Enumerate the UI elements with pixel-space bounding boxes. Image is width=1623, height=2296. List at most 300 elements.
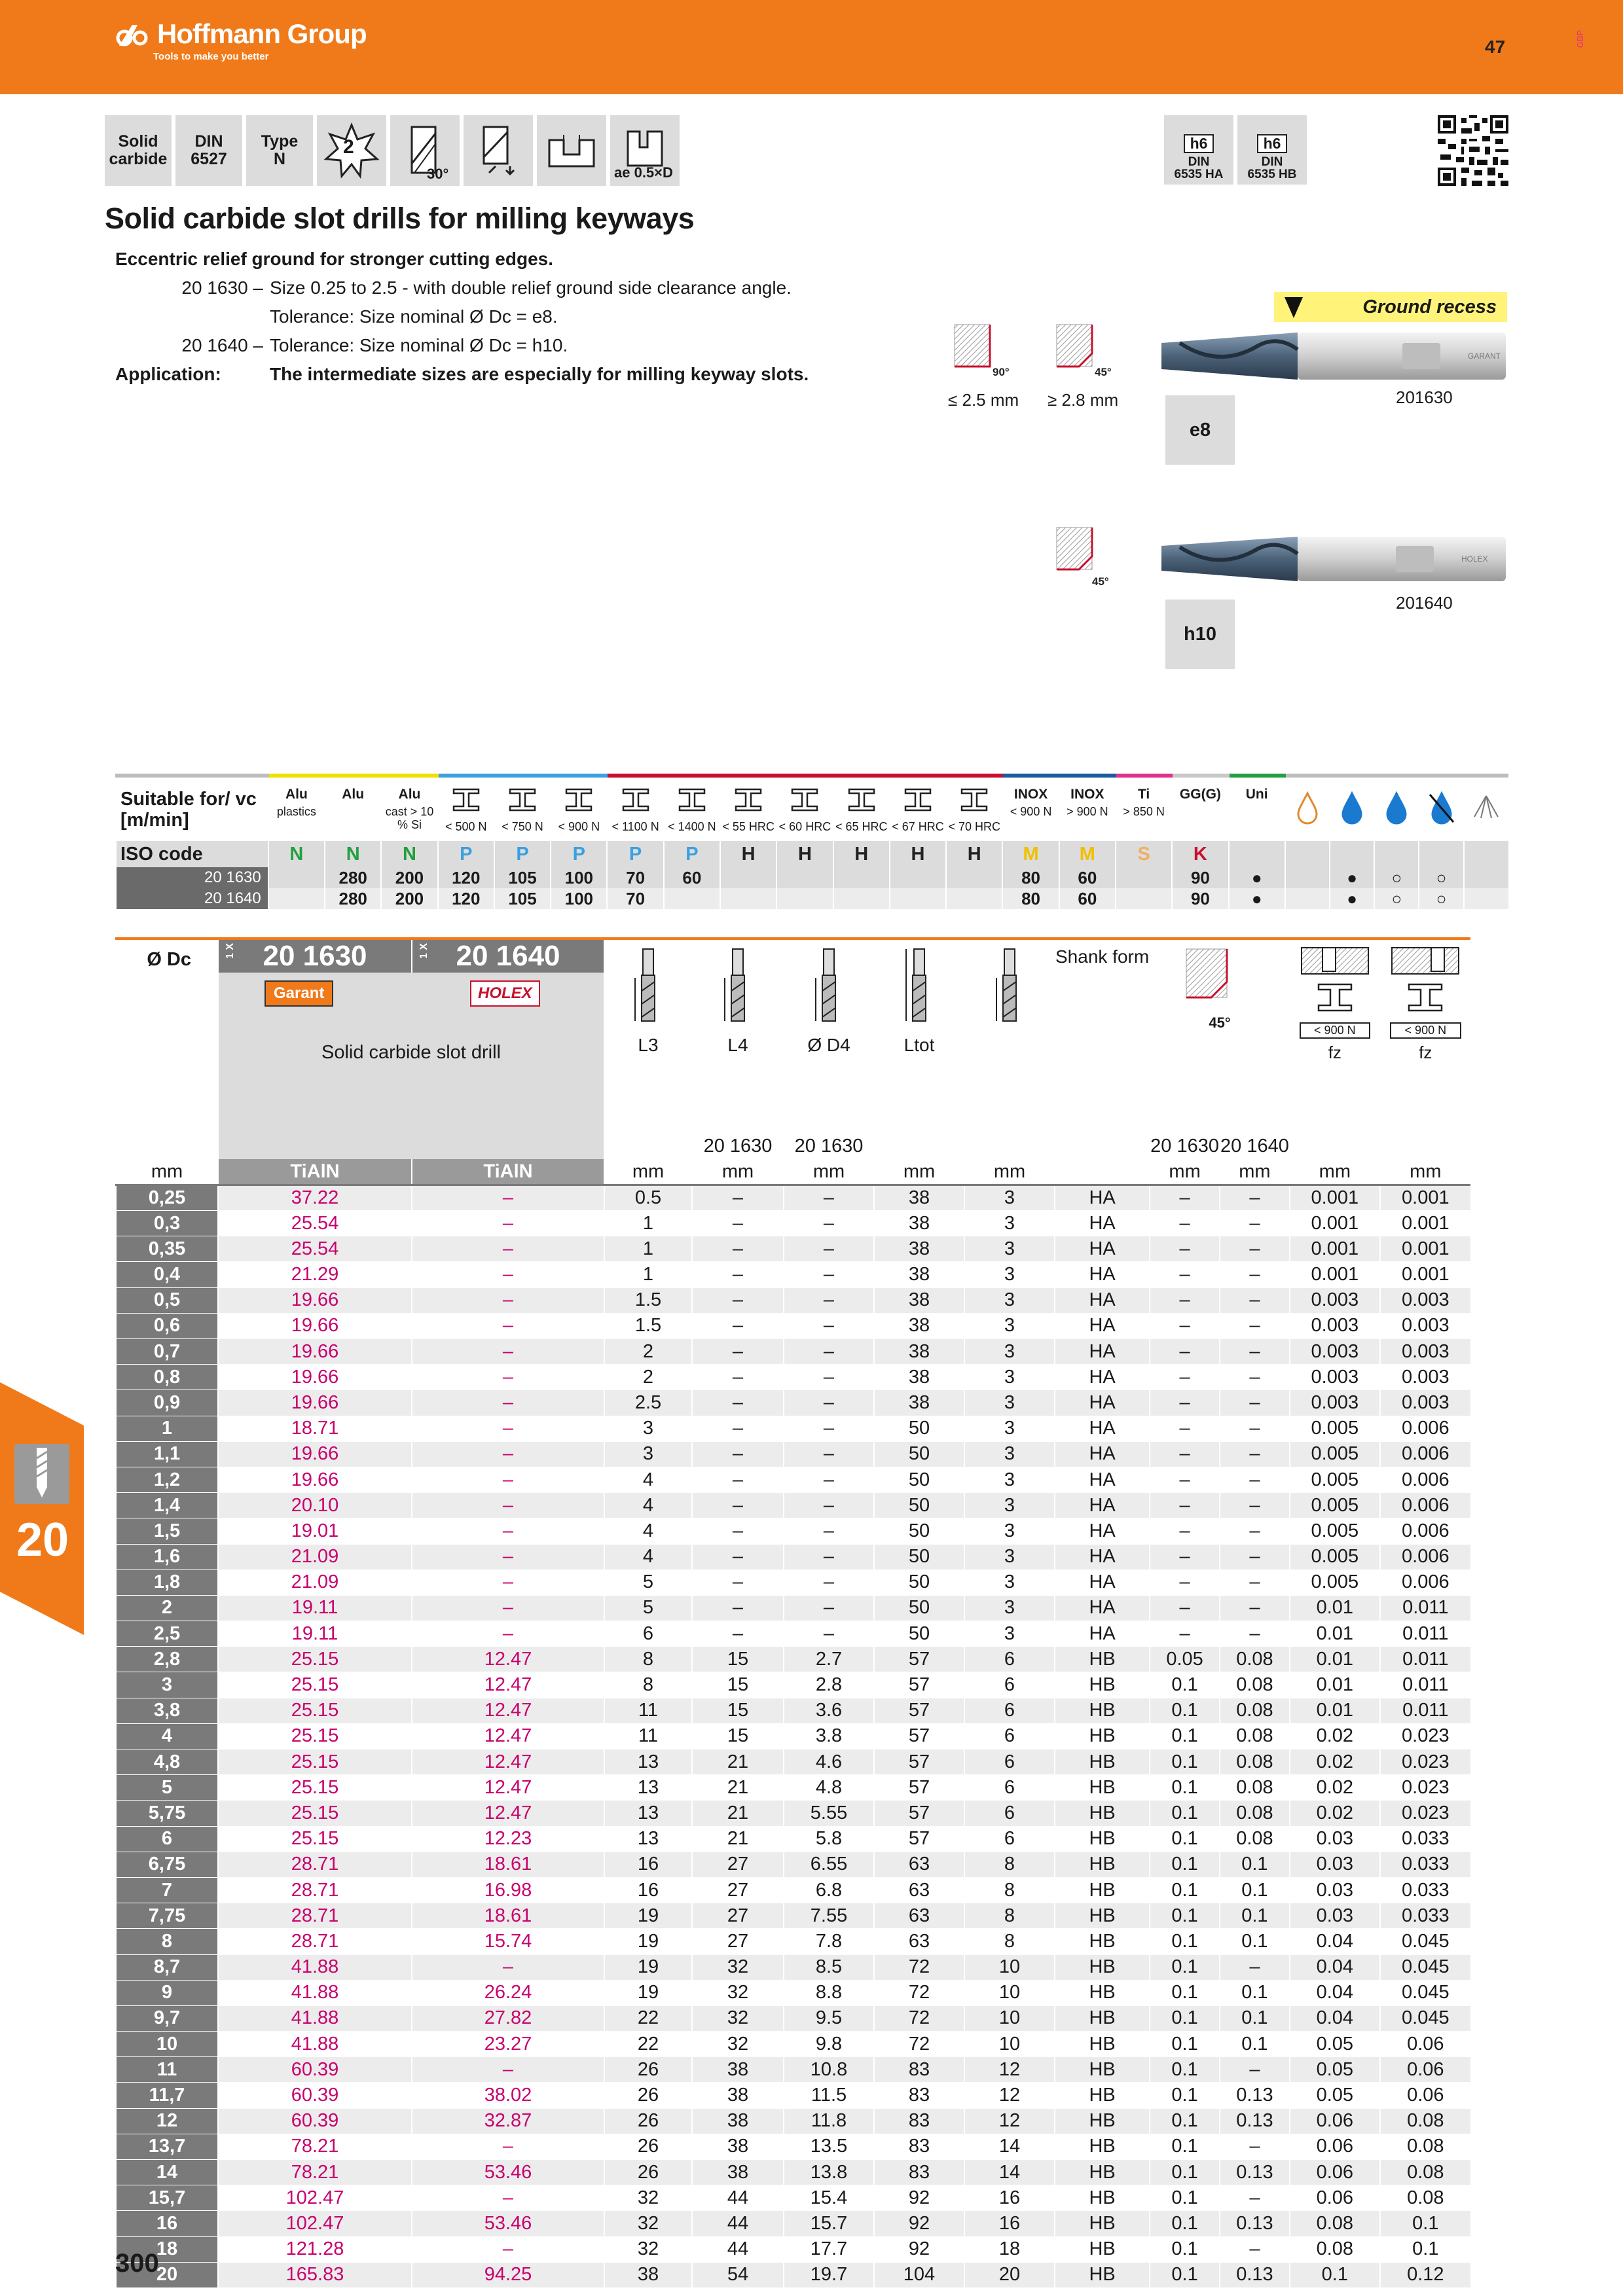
coolant-column-header [1285,776,1330,841]
sub-article-label: 20 1630 [784,1134,874,1159]
diameter-cell: 2,5 [116,1621,218,1647]
unit-label: TiAlN [218,1159,412,1185]
length-l3-cell: 13 [604,1826,692,1852]
feed-cell: 0.08 [1380,2134,1470,2159]
table-row [116,1929,1470,1954]
feed-cell: 0.06 [1380,2032,1470,2057]
sub-header-row [116,1134,1470,1159]
chamfer-cell: – [1220,1954,1290,1980]
article-number: 20 1640 [456,940,560,972]
diameter-cell: 16 [116,2211,218,2236]
chamfer-cell: 0.08 [1220,1672,1290,1698]
cell: 57 [874,1647,964,1672]
diameter-cell: 1,8 [116,1570,218,1595]
chamfer-cell: – [1150,1518,1220,1544]
chamfer-cell: – [1220,1236,1290,1262]
length-l3-cell: 26 [604,2083,692,2108]
cell: – [692,1544,784,1570]
spacer [218,1134,604,1159]
iso-code: P [494,841,551,867]
ae-badge: ae 0.5×D [610,115,680,186]
chamfer-cell: 0.08 [1220,1723,1290,1749]
chamfer-cell: 0.1 [1150,1980,1220,2005]
spray-icon [1382,791,1411,825]
cutting-speed [833,888,890,909]
chamfer-cell: – [1220,1570,1290,1595]
recess-marker-icon [1281,295,1307,321]
plunge-badge [464,115,533,186]
chamfer-cell: – [1150,1236,1220,1262]
price-cell: 19.11 [218,1595,412,1621]
cell: 9.5 [784,2005,874,2031]
shank-form-cell: HB [1055,2236,1150,2262]
feed-cell: 0.02 [1290,1775,1380,1801]
cell: 44 [692,2185,784,2211]
table-row [116,2032,1470,2057]
feed-cell: 0.006 [1380,1518,1470,1544]
product-table [115,937,1508,2288]
cell: – [784,1621,874,1647]
svg-text:45°: 45° [1092,575,1109,588]
cell: 3.8 [784,1723,874,1749]
feed-cell: 0.08 [1290,2236,1380,2262]
price-cell: – [412,2236,604,2262]
material-strength: < 750 N [501,819,543,833]
feed-cell: 0.04 [1290,2005,1380,2031]
material-column-header [664,776,720,841]
material-group: INOX [1070,787,1104,802]
diameter-header: Ø Dc [116,939,218,1134]
unit-label: mm [1220,1159,1290,1185]
cell: – [692,1518,784,1544]
shank-form-cell: HB [1055,1801,1150,1826]
chamfer-cell: – [1150,1544,1220,1570]
chamfer-cell: 0.13 [1220,2160,1290,2185]
price-cell: 21.09 [218,1570,412,1595]
cell: – [784,1339,874,1365]
feed-cell: 0.005 [1290,1570,1380,1595]
cell: 8.8 [784,1980,874,2005]
dry-icon [1293,791,1322,825]
material-strength: < 900 N [558,819,600,833]
price-cell: 27.82 [412,2005,604,2031]
feed-cell: 0.001 [1290,1211,1380,1236]
chamfer-cell: – [1150,1570,1220,1595]
units-row [116,1159,1470,1185]
price-cell: – [412,1954,604,1980]
iso-code: N [268,841,325,867]
shank-hb-badge: h6 DIN 6535 HB [1237,115,1307,185]
feed-cell: 0.01 [1290,1672,1380,1698]
feed-cell: 0.006 [1380,1441,1470,1467]
shank-form-cell: HB [1055,1647,1150,1672]
cell: – [692,1365,784,1390]
table-row [116,1749,1470,1775]
feed-cell: 0.1 [1380,2211,1470,2236]
chamfer-cell: – [1220,2057,1290,2083]
price-cell: – [412,1570,604,1595]
length-l3-icon [629,945,668,1030]
cell: 6 [964,1801,1055,1826]
price-cell: 26.24 [412,1980,604,2005]
chamfer-cell: 0.1 [1150,1775,1220,1801]
svg-text:90°: 90° [993,366,1010,378]
dimension-header [784,939,874,1134]
coolant-suitability [1464,867,1508,888]
cell: 38 [692,2083,784,2108]
cell: – [692,1262,784,1287]
shank-form-cell: HB [1055,1877,1150,1903]
flutes-badge: 2 [317,115,386,186]
feed-cell: 0.04 [1290,1980,1380,2005]
cell: 57 [874,1672,964,1698]
price-cell: 19.66 [218,1339,412,1365]
cell: 3 [964,1416,1055,1441]
diameter-cell: 13,7 [116,2134,218,2159]
cell: 2.8 [784,1672,874,1698]
svg-text:GARANT: GARANT [1468,351,1501,361]
feed-cell: 0.003 [1290,1339,1380,1365]
cutting-speed [890,867,946,888]
diameter-cell: 6,75 [116,1852,218,1877]
chamfer-cell: – [1220,1339,1290,1365]
chamfer-cell: 0.1 [1150,2032,1220,2057]
cell: – [784,1287,874,1313]
chamfer-cell: – [1150,1390,1220,1416]
chamfer-cell: 0.1 [1150,1698,1220,1723]
feed-cell: 0.04 [1290,1954,1380,1980]
cell: 50 [874,1595,964,1621]
hoffmann-logo-icon [115,21,152,47]
coolant-column-header [1419,776,1463,841]
cell: 15 [692,1698,784,1723]
length-l3-cell: 13 [604,1801,692,1826]
cell: 3 [964,1570,1055,1595]
chamfer-angle: 45° [1209,1014,1231,1031]
chamfer-cell: – [1150,1493,1220,1518]
iso-code: P [607,841,663,867]
length-l3-cell: 3 [604,1416,692,1441]
feed-cell: 0.05 [1290,2057,1380,2083]
coolant-suitability [1285,867,1330,888]
length-l3-cell: 2 [604,1339,692,1365]
chamfer-cell: – [1150,1441,1220,1467]
material-column-header [268,776,325,841]
iso-code: M [1059,841,1116,867]
cell: 63 [874,1852,964,1877]
table-row [116,2211,1470,2236]
price-cell: 25.54 [218,1211,412,1236]
chamfer-cell: 0.1 [1150,1826,1220,1852]
cutting-speed [833,867,890,888]
cell: 3 [964,1390,1055,1416]
length-l3-cell: 32 [604,2211,692,2236]
feed-cell: 0.023 [1380,1775,1470,1801]
table-row [116,1287,1470,1313]
price-cell: 38.02 [412,2083,604,2108]
ground-recess-label: Ground recess [1274,292,1507,322]
cell: 15 [692,1723,784,1749]
suitability-table [115,774,1508,909]
article-1630-header [218,939,412,973]
cutting-speed: 60 [1059,888,1116,909]
unit-label: mm [784,1159,874,1185]
material-strength: plastics [276,805,316,819]
cell: – [784,1595,874,1621]
product-name: Solid carbide slot drill [321,1042,501,1063]
cell: 54 [692,2262,784,2287]
price-cell: – [412,1365,604,1390]
chamfer-cell: – [1220,1518,1290,1544]
cell: 15 [692,1672,784,1698]
price-cell: 12.47 [412,1801,604,1826]
cutting-speed: 105 [494,867,551,888]
price-cell: 60.39 [218,2108,412,2134]
price-cell: 25.15 [218,1749,412,1775]
shank-form-cell: HA [1055,1544,1150,1570]
chamfer-cell: 0.08 [1220,1826,1290,1852]
cell: 3 [964,1595,1055,1621]
chamfer-cell: 0.1 [1150,2185,1220,2211]
cell: 4.8 [784,1775,874,1801]
cell: 8.5 [784,1954,874,1980]
coolant-suitability [1464,888,1508,909]
material-group: Alu [342,787,365,802]
shank-form-cell: HB [1055,2083,1150,2108]
table-row [116,2005,1470,2031]
shank-form-cell: HA [1055,1262,1150,1287]
price-cell: 25.15 [218,1647,412,1672]
cell: 6.55 [784,1852,874,1877]
unit-label: mm [1290,1159,1380,1185]
table-row [116,1672,1470,1698]
table-row [116,1621,1470,1647]
cell: 21 [692,1775,784,1801]
length-l3-cell: 2 [604,1365,692,1390]
cell: 50 [874,1621,964,1647]
feed-cell: 0.06 [1290,2108,1380,2134]
suitability-row [116,888,1508,909]
cell: 44 [692,2211,784,2236]
table-row [116,2236,1470,2262]
feed-cell: 0.02 [1290,1723,1380,1749]
shank-form-cell: HA [1055,1339,1150,1365]
cell: 3 [964,1211,1055,1236]
price-cell: – [412,1595,604,1621]
price-cell: 28.71 [218,1877,412,1903]
feed-cell: 0.06 [1380,2083,1470,2108]
chamfer-cell: – [1150,1467,1220,1492]
neck-diameter-icon [809,945,848,1030]
shank-form-cell: HA [1055,1390,1150,1416]
cell: 9.8 [784,2032,874,2057]
iso-code [1285,841,1330,867]
cell: 21 [692,1826,784,1852]
feed-cell: 0.001 [1290,1185,1380,1210]
shank-form-cell: HB [1055,1980,1150,2005]
table-row [116,1647,1470,1672]
feed-cell: 0.033 [1380,1826,1470,1852]
cell: 17.7 [784,2236,874,2262]
steel-beam-icon [790,787,820,813]
feed-cell: 0.003 [1290,1365,1380,1390]
price-cell: – [412,1441,604,1467]
chamfer-cell: 0.1 [1150,2236,1220,2262]
cell: 27 [692,1877,784,1903]
price-cell: – [412,2057,604,2083]
chamfer-cell: 0.1 [1220,2032,1290,2057]
cutting-speed: 280 [325,888,381,909]
cutting-speed: 60 [664,867,720,888]
cell: 15.7 [784,2211,874,2236]
table-row [116,1698,1470,1723]
length-l3-cell: 6 [604,1621,692,1647]
shank-form-cell: HB [1055,2211,1150,2236]
angle-45-icon [1055,526,1121,592]
table-row [116,1467,1470,1492]
cell: 92 [874,2185,964,2211]
cell: 83 [874,2108,964,2134]
cell: – [784,1570,874,1595]
cell: 12 [964,2083,1055,2108]
price-cell: – [412,1493,604,1518]
cell: 83 [874,2134,964,2159]
shank-form-cell: HA [1055,1493,1150,1518]
price-cell: 41.88 [218,2032,412,2057]
cell: 16 [964,2211,1055,2236]
garant-logo: Garant [264,980,333,1007]
price-cell: – [412,2134,604,2159]
price-cell: – [412,1211,604,1236]
table-row [116,1775,1470,1801]
shank-form-cell: HB [1055,2108,1150,2134]
drop-icon [1338,791,1366,825]
cell: 3 [964,1544,1055,1570]
shank-form-cell: HA [1055,1416,1150,1441]
sub-article-label: 20 1630 [692,1134,784,1159]
price-cell: 25.15 [218,1775,412,1801]
diameter-cell: 0,3 [116,1211,218,1236]
coolant-column-header [1330,776,1374,841]
cutting-speed: 200 [381,867,437,888]
shank-form-cell: HA [1055,1467,1150,1492]
spacer [116,1134,218,1159]
table-row [116,1980,1470,2005]
length-l3-cell: 16 [604,1852,692,1877]
cell: 72 [874,1980,964,2005]
iso-code: S [1116,841,1172,867]
cell: – [692,1595,784,1621]
feed-cell: 0.03 [1290,1852,1380,1877]
cell: 5.55 [784,1801,874,1826]
din-badge: DIN 6527 [175,115,242,186]
diameter-cell: 14 [116,2160,218,2185]
table-row [116,2083,1470,2108]
material-column-header [776,776,833,841]
diameter-cell: 5 [116,1775,218,1801]
cell: 57 [874,1775,964,1801]
chamfer-cell: 0.1 [1150,1903,1220,1929]
unit-label: mm [604,1159,692,1185]
cell: 38 [874,1236,964,1262]
cell: – [784,1262,874,1287]
brand-cell [218,973,604,1134]
cell: – [692,1313,784,1338]
price-cell: 121.28 [218,2236,412,2262]
feed-cell: 0.005 [1290,1544,1380,1570]
cell: 38 [874,1287,964,1313]
iso-label: ISO code [116,841,268,867]
pack-quantity: 1 X [418,942,430,960]
steel-beam-icon [451,787,481,813]
feed-cell: 0.003 [1380,1287,1470,1313]
diameter-cell: 1,4 [116,1493,218,1518]
cell: 38 [874,1390,964,1416]
length-l3-cell: 1.5 [604,1313,692,1338]
cell: 57 [874,1698,964,1723]
price-cell: 19.66 [218,1467,412,1492]
cutting-speed: 90 [1172,888,1228,909]
length-l3-cell: 13 [604,1749,692,1775]
coolant-suitability: ● [1330,888,1374,909]
slot-milling-icon [545,131,598,170]
table-header-row [116,939,1470,973]
cell: 50 [874,1441,964,1467]
length-l3-cell: 4 [604,1493,692,1518]
material-column-header [381,776,437,841]
price-cell: 94.25 [412,2262,604,2287]
chapter-number: 20 [16,1514,69,1566]
cell: 27 [692,1852,784,1877]
tool-1-code: 201630 [1396,387,1453,407]
length-l3-cell: 38 [604,2262,692,2287]
feed-cell: 0.005 [1290,1467,1380,1492]
price-cell: 53.46 [412,2211,604,2236]
unit-label [1055,1159,1150,1185]
price-cell: 19.66 [218,1365,412,1390]
feed-cell: 0.033 [1380,1852,1470,1877]
cell: 15 [692,1647,784,1672]
price-cell: 25.15 [218,1698,412,1723]
diameter-cell: 6 [116,1826,218,1852]
cell: 7.8 [784,1929,874,1954]
diameter-cell: 0,9 [116,1390,218,1416]
chamfer-cell: 0.1 [1220,2005,1290,2031]
feed-cell: 0.003 [1290,1313,1380,1338]
table-row [116,2108,1470,2134]
cutting-speed: 70 [607,867,663,888]
sub-article-label: 20 1640 [1220,1134,1290,1159]
steel-beam-icon [564,787,594,813]
table-row [116,1339,1470,1365]
cutting-speed: ● [1229,867,1285,888]
cell: 38 [692,2057,784,2083]
feed-cell: 0.011 [1380,1621,1470,1647]
diameter-cell: 0,6 [116,1313,218,1338]
cell: 32 [692,1954,784,1980]
material-strength: < 67 HRC [892,819,944,833]
cell: 83 [874,2057,964,2083]
table-row [116,1903,1470,1929]
unit-label: mm [1380,1159,1470,1185]
dimension-label: Ø D4 [807,1035,850,1055]
diameter-cell: 0,7 [116,1339,218,1365]
table-row [116,1826,1470,1852]
cell: 18 [964,2236,1055,2262]
price-cell: – [412,1467,604,1492]
length-l3-cell: 8 [604,1672,692,1698]
feed-cell: 0.006 [1380,1570,1470,1595]
